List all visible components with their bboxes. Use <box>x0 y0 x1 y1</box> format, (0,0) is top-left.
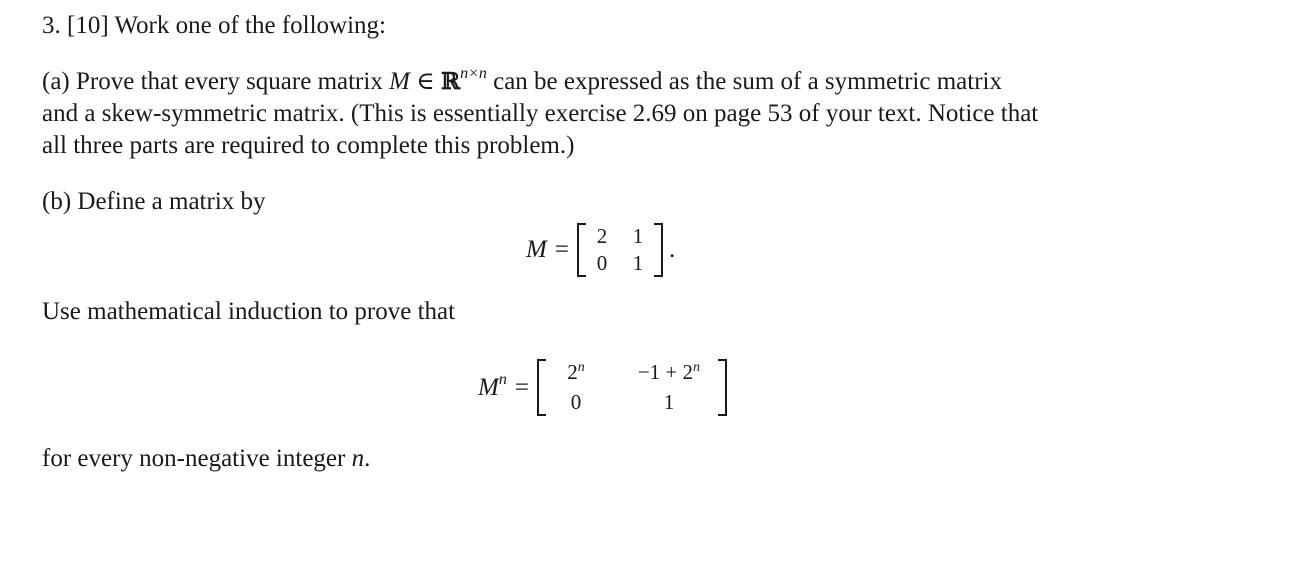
closing-line <box>42 443 370 475</box>
matrix-m-grid <box>577 223 663 277</box>
induction-instruction <box>42 296 455 328</box>
matrix-mn-bracket <box>537 359 727 416</box>
matrix-mn-equals: = <box>514 373 529 401</box>
closing-variable-n: n <box>351 445 365 472</box>
matrix-mn-equation <box>478 359 727 416</box>
part-a-line-2 <box>42 98 1038 130</box>
matrix-m-bracket <box>577 223 663 277</box>
matrix-mn-lhs <box>478 370 507 402</box>
reals-symbol: ℝ <box>440 68 461 95</box>
matrix-mn-cell-12-exponent: n <box>693 360 701 375</box>
part-a-line-1-end: can be expressed as the sum of a symmetric matrix <box>486 68 1002 95</box>
matrix-m-cell-21: 0 <box>596 251 608 275</box>
matrix-mn-cell-22: 1 <box>663 390 675 414</box>
matrix-m-equals: = <box>554 236 569 263</box>
closing-text-start: for every non-negative integer <box>42 445 352 472</box>
matrix-mn-cell-21: 0 <box>570 390 582 414</box>
problem-header <box>42 10 386 42</box>
matrix-mn-cell-11-base: 2 <box>567 360 578 384</box>
part-a-line-3 <box>42 130 574 162</box>
part-a-line-3-text: all three parts are required to complete this problem.) <box>42 132 575 159</box>
matrix-variable-m: M <box>389 68 410 95</box>
matrix-m-equation <box>526 223 675 277</box>
matrix-m-cell-11: 2 <box>596 224 608 248</box>
part-a-line-2-text: and a skew-symmetric matrix. (This is essentially exercise 2.69 on page 53 of your text. Notice that <box>42 100 1039 127</box>
matrix-m-cell-22: 1 <box>632 251 644 275</box>
dimension-superscript: n×n <box>460 65 487 82</box>
matrix-mn-cell-12-base: −1 + 2 <box>637 360 694 384</box>
matrix-m-lhs: M <box>526 236 547 263</box>
matrix-mn-lhs-base: M <box>478 373 499 401</box>
part-b-intro-text: (b) Define a matrix by <box>42 188 266 215</box>
matrix-mn-cell-11 <box>555 359 597 389</box>
matrix-m-trailing-period: . <box>668 236 676 263</box>
part-a-line-1 <box>42 66 1002 101</box>
matrix-mn-lhs-exponent: n <box>498 370 507 388</box>
element-of-symbol: ∈ <box>409 68 441 95</box>
matrix-mn-cell-11-exponent: n <box>577 360 585 375</box>
matrix-mn-cell-12 <box>629 359 709 389</box>
induction-instruction-text: Use mathematical induction to prove that <box>42 298 456 325</box>
closing-period: . <box>364 445 371 472</box>
matrix-m-cell-12: 1 <box>632 224 644 248</box>
part-b-intro <box>42 186 266 218</box>
problem-header-text: 3. [10] Work one of the following: <box>42 12 386 39</box>
part-a-line-1-start: (a) Prove that every square matrix <box>42 68 390 95</box>
matrix-mn-grid <box>537 359 727 416</box>
